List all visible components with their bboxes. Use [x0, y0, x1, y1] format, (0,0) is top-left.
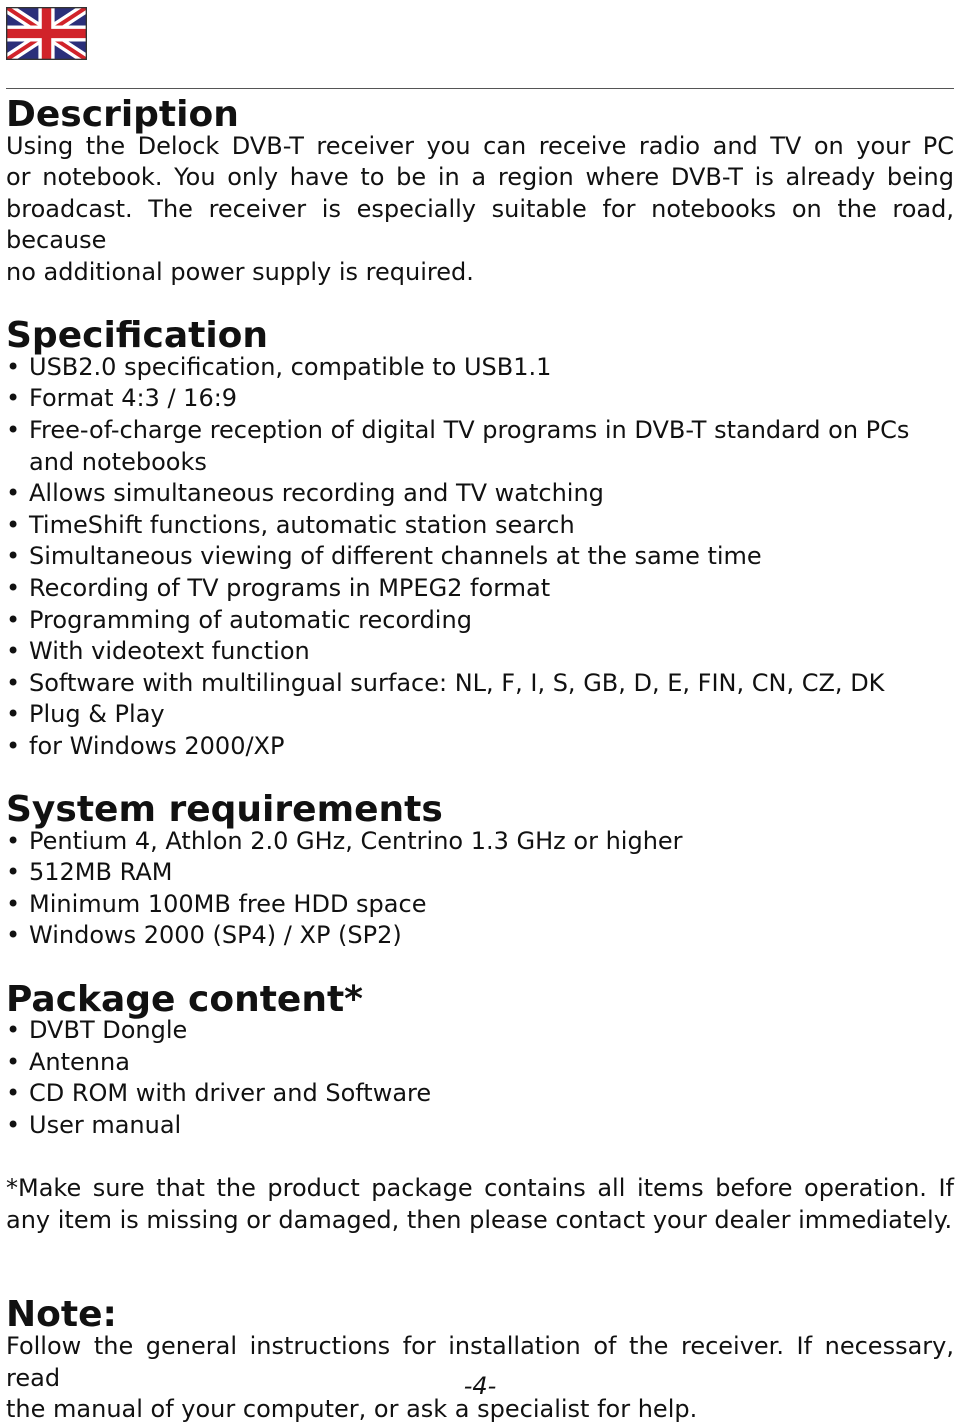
list-item: • Minimum 100MB free HDD space: [6, 889, 954, 921]
list-item: • With videotext function: [6, 636, 954, 668]
specification-section: [6, 315, 954, 762]
description-line: no additional power supply is required.: [6, 257, 474, 286]
package-content-heading: Package content*: [6, 978, 363, 1020]
header-divider: [6, 88, 954, 89]
description-line: or notebook. You only have to be in a region where DVB-T is already being: [6, 163, 954, 192]
list-item: • CD ROM with driver and Software: [6, 1078, 954, 1110]
list-item: • USB2.0 specification, compatible to USB1.1: [6, 352, 954, 384]
list-item: • 512MB RAM: [6, 857, 954, 889]
list-item: • Plug & Play: [6, 699, 954, 731]
uk-flag-icon: [6, 7, 87, 60]
list-item: • Free-of-charge reception of digital TV programs in DVB-T standard on PCs and notebooks: [6, 415, 954, 478]
system-requirements-section: [6, 789, 954, 952]
package-content-section: [6, 978, 954, 1142]
specification-list: [6, 352, 954, 763]
list-item: • Software with multilingual surface: NL, F, I, S, GB, D, E, FIN, CN, CZ, DK: [6, 668, 954, 700]
system-requirements-list: [6, 826, 954, 952]
list-item: • Recording of TV programs in MPEG2 format: [6, 573, 954, 605]
footnote-section: [6, 1173, 954, 1236]
note-line: the manual of your computer, or ask a specialist for help.: [6, 1395, 698, 1424]
list-item: • Programming of automatic recording: [6, 605, 954, 637]
page-number: -4-: [463, 1372, 497, 1400]
description-heading: Description: [6, 94, 239, 135]
note-heading: Note:: [6, 1294, 117, 1336]
description-line: broadcast. The receiver is especially suitable for notebooks on the road, because: [6, 194, 954, 255]
list-item: • Allows simultaneous recording and TV watching: [6, 478, 954, 510]
document-body: [6, 94, 954, 1426]
system-requirements-heading: System requirements: [6, 789, 443, 831]
list-item: • Simultaneous viewing of different channels at the same time: [6, 541, 954, 573]
note-section: [6, 1294, 954, 1425]
footnote-line: any item is missing or damaged, then please contact your dealer immediately.: [6, 1205, 953, 1234]
list-item: • for Windows 2000/XP: [6, 731, 954, 763]
list-item: • User manual: [6, 1110, 954, 1142]
list-item: • Pentium 4, Athlon 2.0 GHz, Centrino 1.3 GHz or higher: [6, 826, 954, 858]
list-item: • Antenna: [6, 1047, 954, 1079]
package-content-list: [6, 1015, 954, 1141]
description-section: [6, 94, 954, 289]
note-line: Follow the general instructions for installation of the receiver. If necessary, read: [6, 1331, 954, 1392]
footnote-line: *Make sure that the product package contains all items before operation. If: [6, 1174, 954, 1203]
specification-heading: Specification: [6, 315, 269, 357]
list-item: • Format 4:3 / 16:9: [6, 383, 954, 415]
list-item: • Windows 2000 (SP4) / XP (SP2): [6, 920, 954, 952]
description-line: Using the Delock DVB-T receiver you can receive radio and TV on your PC: [6, 131, 954, 160]
list-item: • DVBT Dongle: [6, 1015, 954, 1047]
list-item: • TimeShift functions, automatic station search: [6, 510, 954, 542]
